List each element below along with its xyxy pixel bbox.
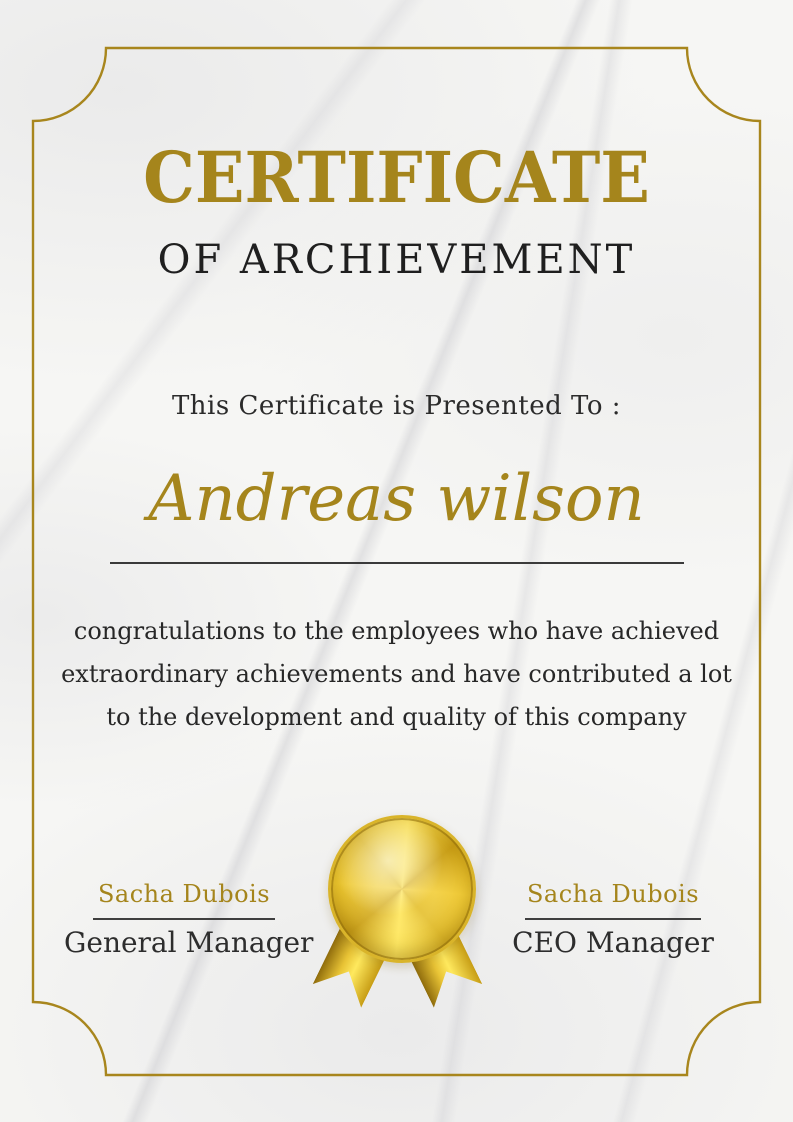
congratulations-line-1: congratulations to the employees who have achieved — [73, 617, 720, 645]
congratulations-line-2: extraordinary achievements and have contributed a lot — [61, 660, 732, 688]
presented-to-label: This Certificate is Presented To : — [171, 391, 622, 421]
medal-circle-icon — [328, 815, 476, 963]
signature-block-right — [493, 880, 733, 959]
signature-line-left — [93, 918, 275, 920]
signature-role-right: CEO Manager — [512, 926, 714, 959]
recipient-name-underline — [110, 562, 684, 564]
congratulations-text — [0, 610, 793, 739]
signature-role-left: General Manager — [64, 926, 314, 959]
signature-line-right — [525, 918, 701, 920]
signature-name-left: Sacha Dubois — [97, 880, 271, 908]
signature-block-left — [64, 880, 314, 959]
recipient-name: Andreas wilson — [148, 462, 645, 536]
congratulations-line-3: to the development and quality of this company — [106, 703, 687, 731]
certificate-title: CERTIFICATE — [143, 136, 650, 219]
certificate-subtitle: OF ARCHIEVEMENT — [157, 237, 636, 283]
signature-name-right: Sacha Dubois — [526, 880, 700, 908]
